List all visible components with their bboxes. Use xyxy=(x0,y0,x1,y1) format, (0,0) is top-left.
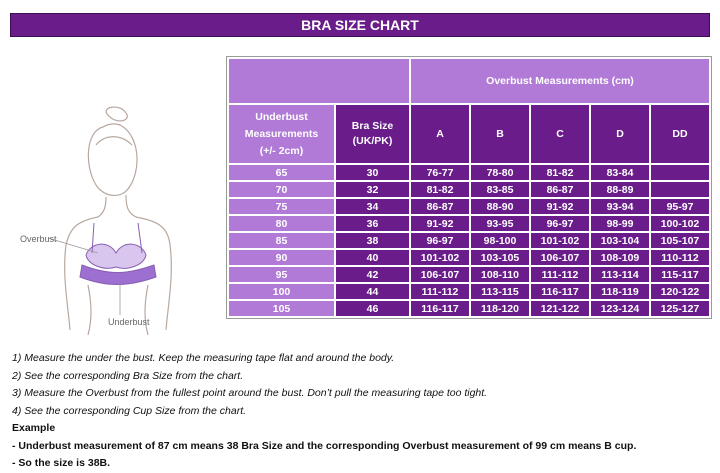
cup-cell: 100-102 xyxy=(651,216,709,231)
underbust-cell: 100 xyxy=(229,284,334,299)
cup-cell: 110-112 xyxy=(651,250,709,265)
cup-cell: 121-122 xyxy=(531,301,589,316)
cup-cell: 86-87 xyxy=(531,182,589,197)
cup-cell: 101-102 xyxy=(531,233,589,248)
cup-cell: 81-82 xyxy=(531,165,589,180)
cup-cell: 96-97 xyxy=(531,216,589,231)
cup-cell: 123-124 xyxy=(591,301,649,316)
cup-cell: 118-120 xyxy=(471,301,529,316)
cup-cell: 88-89 xyxy=(591,182,649,197)
instruction-step-1: 1) Measure the under the bust. Keep the measuring tape flat and around the body. xyxy=(12,352,395,364)
underbust-cell: 90 xyxy=(229,250,334,265)
bra-size-cell: 30 xyxy=(336,165,409,180)
underbust-label: Underbust xyxy=(108,317,150,327)
bra-size-cell: 36 xyxy=(336,216,409,231)
cup-cell: 88-90 xyxy=(471,199,529,214)
bra-size-cell: 32 xyxy=(336,182,409,197)
underbust-cell: 95 xyxy=(229,267,334,282)
underbust-header-line2: Measurements xyxy=(244,127,319,140)
cup-cell: 101-102 xyxy=(411,250,469,265)
cup-cell: 105-107 xyxy=(651,233,709,248)
cup-cell: 120-122 xyxy=(651,284,709,299)
cup-cell: 106-107 xyxy=(411,267,469,282)
cup-cell: 103-105 xyxy=(471,250,529,265)
underbust-cell: 75 xyxy=(229,199,334,214)
cup-cell: 93-94 xyxy=(591,199,649,214)
bra-size-table xyxy=(226,56,712,319)
cup-cell: 118-119 xyxy=(591,284,649,299)
overbust-label: Overbust xyxy=(20,234,57,244)
cup-cell: 106-107 xyxy=(531,250,589,265)
cup-cell: 83-85 xyxy=(471,182,529,197)
cup-cell xyxy=(651,165,709,180)
instruction-step-2: 2) See the corresponding Bra Size from the chart. xyxy=(12,369,244,382)
cup-cell: 98-99 xyxy=(591,216,649,231)
bra-size-cell: 44 xyxy=(336,284,409,299)
cup-header-b: B xyxy=(471,105,529,163)
cup-cell: 83-84 xyxy=(591,165,649,180)
underbust-header-line1: Underbust xyxy=(255,110,308,123)
cup-header-c: C xyxy=(531,105,589,163)
cup-cell: 103-104 xyxy=(591,233,649,248)
underbust-cell: 85 xyxy=(229,233,334,248)
bust-measurement-illustration xyxy=(8,105,222,335)
cup-cell: 111-112 xyxy=(411,284,469,299)
underbust-cell: 70 xyxy=(229,182,334,197)
cup-cell: 108-109 xyxy=(591,250,649,265)
table-row xyxy=(229,165,709,180)
bra-size-cell: 38 xyxy=(336,233,409,248)
bra-size-header-line2: (UK/PK) xyxy=(352,135,393,147)
cup-cell xyxy=(651,182,709,197)
cup-cell: 86-87 xyxy=(411,199,469,214)
cup-cell: 116-117 xyxy=(411,301,469,316)
underbust-header-line3: (+/- 2cm) xyxy=(259,144,304,157)
cup-cell: 115-117 xyxy=(651,267,709,282)
table-corner xyxy=(229,59,409,103)
page-title: BRA SIZE CHART xyxy=(10,13,710,37)
bra-size-cell: 40 xyxy=(336,250,409,265)
table-row xyxy=(229,233,709,248)
cup-cell: 108-110 xyxy=(471,267,529,282)
example-line-1: - Underbust measurement of 87 cm means 38 Bra Size and the corresponding Overbust measurement of 99 cm means B cup. xyxy=(12,439,637,452)
table-row xyxy=(229,182,709,197)
table-row xyxy=(229,267,709,282)
cup-cell: 113-114 xyxy=(591,267,649,282)
underbust-header xyxy=(229,105,334,163)
bra-size-cell: 34 xyxy=(336,199,409,214)
cup-cell: 111-112 xyxy=(531,267,589,282)
cup-cell: 91-92 xyxy=(531,199,589,214)
example-heading: Example xyxy=(12,422,56,434)
table-row xyxy=(229,284,709,299)
cup-header-dd: DD xyxy=(651,105,709,163)
cup-header-d: D xyxy=(591,105,649,163)
instructions xyxy=(12,350,712,473)
cup-cell: 81-82 xyxy=(411,182,469,197)
bra-size-header xyxy=(336,105,409,163)
cup-cell: 78-80 xyxy=(471,165,529,180)
instruction-step-3: 3) Measure the Overbust from the fullest point around the bust. Don’t pull the measuring tape too tight. xyxy=(12,387,488,399)
overbust-header: Overbust Measurements (cm) xyxy=(411,59,709,103)
table-row xyxy=(229,301,709,316)
cup-cell: 95-97 xyxy=(651,199,709,214)
bra-size-cell: 46 xyxy=(336,301,409,316)
example-line-2: - So the size is 38B. xyxy=(12,457,111,469)
bra-size-header-line1: Bra Size xyxy=(351,120,394,132)
underbust-cell: 105 xyxy=(229,301,334,316)
table-row xyxy=(229,250,709,265)
table-row xyxy=(229,199,709,214)
cup-cell: 91-92 xyxy=(411,216,469,231)
cup-cell: 113-115 xyxy=(471,284,529,299)
underbust-cell: 65 xyxy=(229,165,334,180)
cup-header-a: A xyxy=(411,105,469,163)
cup-cell: 76-77 xyxy=(411,165,469,180)
cup-cell: 116-117 xyxy=(531,284,589,299)
cup-cell: 93-95 xyxy=(471,216,529,231)
underbust-cell: 80 xyxy=(229,216,334,231)
cup-cell: 125-127 xyxy=(651,301,709,316)
bra-size-cell: 42 xyxy=(336,267,409,282)
cup-cell: 98-100 xyxy=(471,233,529,248)
table-row xyxy=(229,216,709,231)
cup-cell: 96-97 xyxy=(411,233,469,248)
instruction-step-4: 4) See the corresponding Cup Size from the chart. xyxy=(12,404,247,417)
